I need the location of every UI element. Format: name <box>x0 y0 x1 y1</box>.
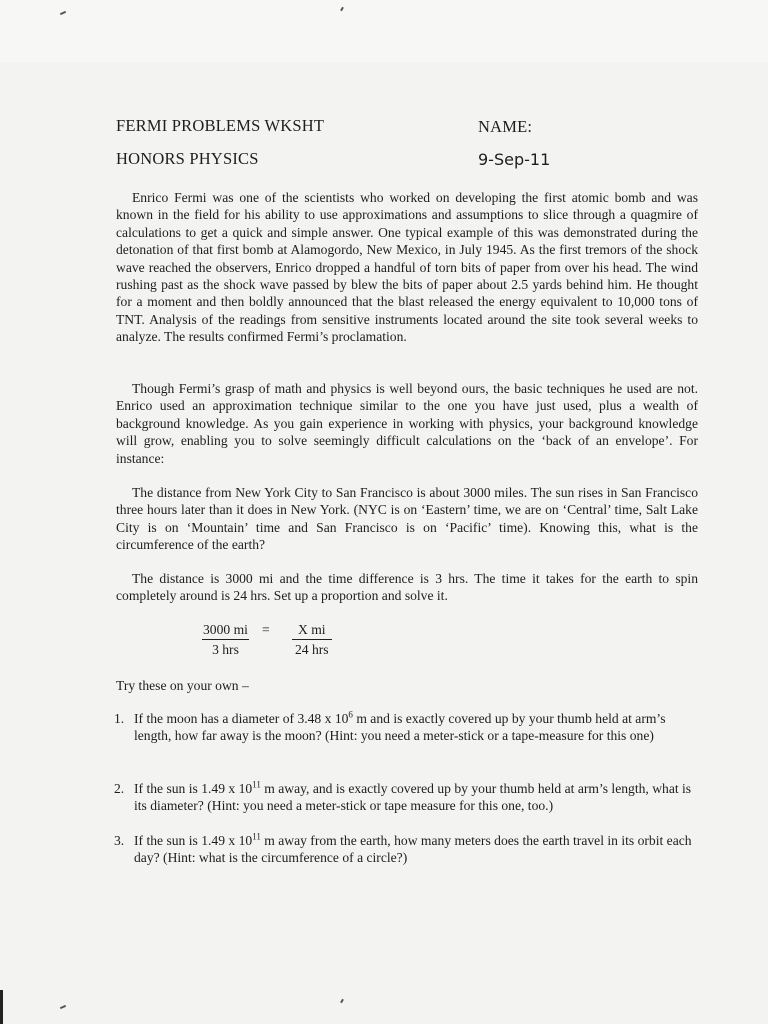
name-label: NAME: <box>478 117 533 136</box>
question-number: 1. <box>114 711 125 726</box>
question-exponent: 11 <box>252 831 261 842</box>
try-these-label: Try these on your own – <box>116 678 249 693</box>
worksheet-title: FERMI PROBLEMS WKSHT <box>116 116 325 135</box>
question-item <box>114 832 698 867</box>
scan-edge-mark <box>0 990 3 1024</box>
question-text <box>134 710 698 745</box>
worksheet-date: 9-Sep-11 <box>478 150 551 169</box>
proportion-equals: = <box>262 622 270 637</box>
solution-paragraph: The distance is 3000 mi and the time difference is 3 hrs. The time it takes for the earth to spin completely around is 24 hrs. Set up a proportion and solve it. <box>116 571 698 604</box>
question-item <box>114 780 698 815</box>
question-text-part: If the sun is 1.49 x 10 <box>134 833 253 848</box>
question-text <box>134 780 698 815</box>
question-text-part: If the moon has a diameter of 3.48 x 10 <box>134 711 349 726</box>
question-number: 3. <box>114 833 125 848</box>
question-text-part: m and is exactly covered up by your thumb held at arm’s length, how far away is the moon? (Hint: you need a meter-stick or a tape-measure for this one) <box>134 711 666 744</box>
example-paragraph: The distance from New York City to San Francisco is about 3000 miles. The sun rises in San Francisco three hours later than it does in New York. (NYC is on ‘Eastern’ time, we are on ‘Central’ time, Salt Lake City is on ‘Mountain’ time and San Francisco is on ‘Pacific’ time). Knowing this, what is the circumference of the earth? <box>116 485 698 553</box>
question-text-part: m away from the earth, how many meters does the earth travel in its orbit each day? (Hint: what is the circumference of a circle?) <box>134 833 692 866</box>
left-numerator: 3000 mi <box>202 622 249 640</box>
question-item <box>114 710 698 745</box>
question-number: 2. <box>114 781 125 796</box>
right-numerator: X mi <box>292 622 332 640</box>
course-label: HONORS PHYSICS <box>116 149 259 168</box>
proportion-left-fraction <box>202 622 249 658</box>
right-denominator: 24 hrs <box>294 642 329 657</box>
intro-paragraph: Enrico Fermi was one of the scientists who worked on developing the first atomic bomb and was known in the field for his ability to use approximations and assumptions to slice through a quagmire of calculations to get a quick and simple answer. One typical example of this was demonstrated during the detonation of that first bomb at Alamogordo, New Mexico, in July 1945. As the first tremors of the shock wave reached the observers, Enrico dropped a handful of torn bits of paper from over his head. The wind rushing past as the shock wave passed by blew the bits of paper about 2.5 yards behind him. He thought for a moment and then boldly announced that the blast released the energy equivalent to 10,000 tons of TNT. Analysis of the readings from sensitive instruments located around the site took several weeks to analyze. The results confirmed Fermi’s proclamation. <box>116 190 698 345</box>
scan-top-margin <box>0 0 768 63</box>
question-exponent: 6 <box>348 709 353 720</box>
question-exponent: 11 <box>252 779 261 790</box>
question-text-part: If the sun is 1.49 x 10 <box>134 781 253 796</box>
technique-paragraph: Though Fermi’s grasp of math and physics is well beyond ours, the basic techniques he used are not. Enrico used an approximation technique similar to the one you have just used, plus a wealth of background knowledge. As you gain experience in working with physics, your background knowledge will grow, enabling you to solve seemingly difficult calculations on the ‘back of an envelope’. For instance: <box>116 381 698 466</box>
proportion-right-fraction <box>292 622 332 658</box>
question-text-part: m away, and is exactly covered up by your thumb held at arm’s length, what is its diameter? (Hint: you need a meter-stick or tape measure for this one, too.) <box>134 781 692 814</box>
left-denominator: 3 hrs <box>212 642 239 657</box>
question-text <box>134 832 698 867</box>
